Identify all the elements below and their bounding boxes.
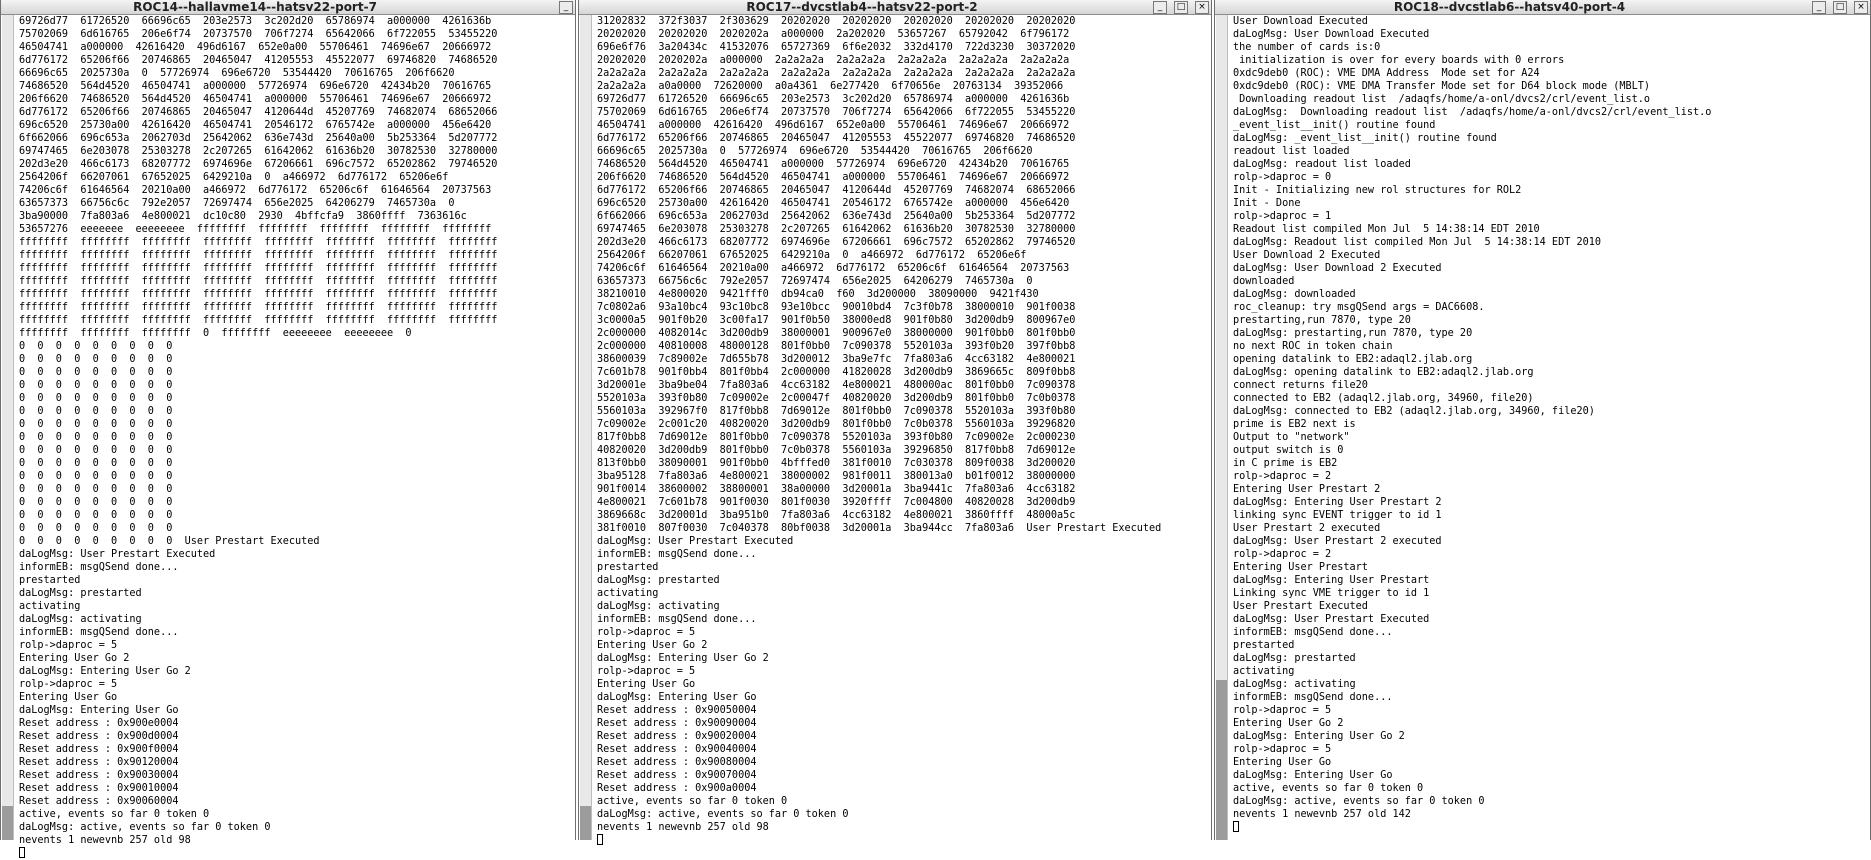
window-title: ROC17--dvcstlab4--hatsv22-port-2 — [746, 0, 978, 14]
window-title: ROC18--dvcstlab6--hatsv40-port-4 — [1393, 0, 1626, 14]
prompt-line[interactable] — [1233, 821, 1870, 834]
terminal-line: prestarted — [597, 562, 659, 573]
terminal-line: User Download 2 Executed — [1233, 250, 1381, 261]
terminal-line: 6d776172 65206f66 20746865 20465047 41205553 45522077 69746820 74686520 — [597, 133, 1076, 144]
terminal-line: daLogMsg: Readout list compiled Mon Jul 5 14:38:14 EDT 2010 — [1233, 237, 1602, 248]
prompt-line[interactable] — [597, 834, 1211, 847]
terminal-line: Reset address : 0x90060004 — [19, 796, 179, 807]
terminal-line: 2a2a2a2a a0a0000 72620000 a0a4361 6e277420 6f70656e 20763134 39352066 — [597, 81, 1064, 92]
terminal-line: 0 0 0 0 0 0 0 0 0 — [19, 354, 173, 365]
terminal-line: 0xdc9deb0 (ROC): VME DMA Transfer Mode set for D64 block mode (MBLT) — [1233, 81, 1651, 92]
terminal-line: 0 0 0 0 0 0 0 0 0 — [19, 458, 173, 469]
terminal-output[interactable] — [597, 15, 1211, 840]
terminal-line: 3c0000a5 901f0b20 3c00fa17 901f0b50 38000ed8 901f0b80 3d200db9 800967e0 — [597, 315, 1076, 326]
terminal-line: daLogMsg: User Download Executed — [1233, 29, 1430, 40]
terminal-line: 206f6620 74686520 564d4520 46504741 a000000 55706461 74696e67 20666972 — [19, 94, 492, 105]
terminal-line: ffffffff ffffffff ffffffff ffffffff ffffffff ffffffff ffffffff ffffffff — [19, 250, 498, 261]
terminal-line: 74686520 564d4520 46504741 a000000 57726974 696e6720 42434b20 70616765 — [597, 159, 1070, 170]
window-titlebar[interactable] — [1, 0, 575, 15]
terminal-line: 46504741 a000000 42616420 496d6167 652e0a00 55706461 74696e67 20666972 — [597, 120, 1070, 131]
terminal-line: 74686520 564d4520 46504741 a000000 57726974 696e6720 42434b20 70616765 — [19, 81, 492, 92]
terminal-line: daLogMsg: Entering User Go — [597, 692, 757, 703]
terminal-line: 69726d77 61726520 66696c65 203e2573 3c202d20 65786974 a000000 4261636b — [19, 16, 492, 27]
terminal-line: Reset address : 0x900d0004 — [19, 731, 179, 742]
terminal-line: 6d776172 65206f66 20746865 20465047 4120644d 45207769 74682074 68652066 — [597, 185, 1076, 196]
terminal-line: Entering User Go — [1233, 757, 1332, 768]
terminal-line: 3ba95128 7fa803a6 4e800021 38000002 981f0011 380013a0 b01f0012 38000000 — [597, 471, 1076, 482]
terminal-line: daLogMsg: active, events so far 0 token 0 — [1233, 796, 1485, 807]
terminal-line: daLogMsg: User Prestart 2 executed — [1233, 536, 1442, 547]
terminal-line: 38210010 4e800020 9421fff0 db94ca0 f60 3d200000 38090000 9421f430 — [597, 289, 1039, 300]
terminal-line: 3869668c 3d20001d 3ba951b0 7fa803a6 4cc63182 4e800021 3860ffff 48000a5c — [597, 510, 1076, 521]
terminal-line: Init - Done — [1233, 198, 1301, 209]
terminal-line: 3d20001e 3ba9be04 7fa803a6 4cc63182 4e800021 480000ac 801f0bb0 7c090378 — [597, 380, 1076, 391]
terminal-line: Init - Initializing new rol structures for ROL2 — [1233, 185, 1522, 196]
terminal-line: activating — [1233, 666, 1295, 677]
terminal-line: informEB: msgQSend done... — [1233, 692, 1393, 703]
terminal-line: 0xdc9deb0 (ROC): VME DMA Address Mode set for A24 — [1233, 68, 1540, 79]
terminal-line: output switch is 0 — [1233, 445, 1344, 456]
vertical-scrollbar[interactable] — [1216, 15, 1228, 840]
terminal-line: daLogMsg: Entering User Go 2 — [597, 653, 769, 664]
terminal-line: daLogMsg: User Download 2 Executed — [1233, 263, 1442, 274]
terminal-line: 0 0 0 0 0 0 0 0 0 — [19, 432, 173, 443]
scrollbar-thumb[interactable] — [580, 806, 591, 840]
terminal-line: no next ROC in token chain — [1233, 341, 1393, 352]
terminal-line: 2a2a2a2a 2a2a2a2a 2a2a2a2a 2a2a2a2a 2a2a2a2a 2a2a2a2a 2a2a2a2a 2a2a2a2a — [597, 68, 1076, 79]
terminal-line: 0 0 0 0 0 0 0 0 0 — [19, 523, 173, 534]
terminal-line: 40820020 3d200db9 801f0bb0 7c0b0378 5560103a 39296850 817f0bb8 7d69012e — [597, 445, 1076, 456]
terminal-line: User Prestart Executed — [1233, 601, 1368, 612]
terminal-line: 75702069 6d616765 206e6f74 20737570 706f7274 65642066 6f722055 53455220 — [597, 107, 1076, 118]
terminal-line: 0 0 0 0 0 0 0 0 0 — [19, 367, 173, 378]
cursor-icon — [19, 847, 25, 858]
terminal-line: 74206c6f 61646564 20210a00 a466972 6d776172 65206c6f 61646564 20737563 — [19, 185, 492, 196]
terminal-line: rolp->daproc = 5 — [19, 640, 118, 651]
terminal-line: 0 0 0 0 0 0 0 0 0 — [19, 393, 173, 404]
terminal-line: Entering User Prestart 2 — [1233, 484, 1381, 495]
terminal-line: opening datalink to EB2:adaql2.jlab.org — [1233, 354, 1473, 365]
vertical-scrollbar[interactable] — [2, 15, 14, 840]
terminal-line: daLogMsg: _event_list__init() routine found — [1233, 133, 1497, 144]
terminal-line: 7c601b78 901f0bb4 801f0bb4 2c000000 41820028 3d200db9 3869665c 809f0bb8 — [597, 367, 1076, 378]
terminal-line: daLogMsg: active, events so far 0 token 0 — [19, 822, 271, 833]
terminal-line: 6d776172 65206f66 20746865 20465047 4120644d 45207769 74682074 68652066 — [19, 107, 498, 118]
terminal-line: daLogMsg: prestarted — [1233, 653, 1356, 664]
terminal-line: 0 0 0 0 0 0 0 0 0 — [19, 510, 173, 521]
terminal-line: 0 0 0 0 0 0 0 0 0 — [19, 484, 173, 495]
terminal-line: rolp->daproc = 0 — [1233, 172, 1332, 183]
terminal-line: 69726d77 61726520 66696c65 203e2573 3c202d20 65786974 a000000 4261636b — [597, 94, 1070, 105]
terminal-line: 7c09002e 2c001c20 40820020 3d200db9 801f0bb0 7c0b0378 5560103a 39296820 — [597, 419, 1076, 430]
terminal-line: daLogMsg: User Prestart Executed — [19, 549, 216, 560]
terminal-line: 381f0010 807f0030 7c040378 80bf0038 3d20001a 3ba944cc 7fa803a6 User Prestart Executed — [597, 523, 1162, 534]
terminal-line: active, events so far 0 token 0 — [1233, 783, 1424, 794]
terminal-line: Reset address : 0x90030004 — [19, 770, 179, 781]
scrollbar-thumb[interactable] — [1216, 680, 1227, 840]
terminal-line: rolp->daproc = 1 — [1233, 211, 1332, 222]
terminal-line: daLogMsg: Entering User Go 2 — [19, 666, 191, 677]
maximize-icon[interactable]: □ — [1174, 1, 1188, 14]
terminal-line: rolp->daproc = 5 — [597, 627, 696, 638]
terminal-line: 0 0 0 0 0 0 0 0 0 — [19, 380, 173, 391]
terminal-line: daLogMsg: Entering User Go — [1233, 770, 1393, 781]
terminal-line: in C prime is EB2 — [1233, 458, 1338, 469]
terminal-line: 63657373 66756c6c 792e2057 72697474 656e2025 64206279 7465730a 0 — [19, 198, 455, 209]
terminal-line: prestarted — [1233, 640, 1295, 651]
terminal-line: Reset address : 0x90040004 — [597, 744, 757, 755]
terminal-line: 2c000000 40810008 48000128 801f0bb0 7c090378 5520103a 393f0b20 397f0bb8 — [597, 341, 1076, 352]
terminal-line: rolp->daproc = 2 — [1233, 549, 1332, 560]
terminal-line: nevents 1 newevnb 257 old 98 — [19, 835, 191, 846]
terminal-line: 696e6f76 3a20434c 41532076 65727369 6f6e2032 332d4170 722d3230 30372020 — [597, 42, 1076, 53]
terminal-line: rolp->daproc = 2 — [1233, 471, 1332, 482]
terminal-output[interactable] — [19, 15, 575, 846]
terminal-line: daLogMsg: active, events so far 0 token 0 — [597, 809, 849, 820]
prompt-line[interactable] — [19, 847, 575, 860]
terminal-line: active, events so far 0 token 0 — [597, 796, 788, 807]
terminal-line: 53657276 eeeeeee eeeeeeee ffffffff ffffffff ffffffff ffffffff ffffffff — [19, 224, 492, 235]
terminal-line: roc_cleanup: try msgQSend args = DAC6608. — [1233, 302, 1485, 313]
terminal-line: 0 0 0 0 0 0 0 0 0 — [19, 497, 173, 508]
maximize-icon[interactable]: □ — [1833, 1, 1847, 14]
terminal-output[interactable] — [1233, 15, 1870, 840]
terminal-line: User Download Executed — [1233, 16, 1368, 27]
terminal-line: Reset address : 0x90010004 — [19, 783, 179, 794]
terminal-line: 31202832 372f3037 2f303629 20202020 20202020 20202020 20202020 20202020 — [597, 16, 1076, 27]
terminal-line: daLogMsg: activating — [19, 614, 142, 625]
terminal-line: 2564206f 66207061 67652025 6429210a 0 a466972 6d776172 65206e6f — [19, 172, 449, 183]
terminal-line: 6d776172 65206f66 20746865 20465047 41205553 45522077 69746820 74686520 — [19, 55, 498, 66]
terminal-line: Entering User Go — [19, 692, 118, 703]
terminal-line: connect returns file20 — [1233, 380, 1368, 391]
terminal-line: Output to "network" — [1233, 432, 1350, 443]
terminal-line: Reset address : 0x90070004 — [597, 770, 757, 781]
terminal-line: prime is EB2 next is — [1233, 419, 1356, 430]
terminal-line: 69747465 6e203078 25303278 2c207265 61642062 61636b20 30782530 32780000 — [19, 146, 498, 157]
terminal-line: 4e800021 7c601b78 901f0030 801f0030 3920ffff 7c004800 40820028 3d200db9 — [597, 497, 1076, 508]
terminal-line: Linking sync VME trigger to id 1 — [1233, 588, 1430, 599]
terminal-line: daLogMsg: activating — [1233, 679, 1356, 690]
terminal-line: 696c6520 25730a00 42616420 46504741 20546172 6765742e a000000 456e6420 — [19, 120, 492, 131]
terminal-line: daLogMsg: Entering User Prestart 2 — [1233, 497, 1442, 508]
terminal-line: Reset address : 0x900a0004 — [597, 783, 757, 794]
terminal-line: daLogMsg: User Prestart Executed — [597, 536, 794, 547]
terminal-line: 0 0 0 0 0 0 0 0 0 — [19, 445, 173, 456]
window-titlebar[interactable] — [1215, 0, 1870, 15]
terminal-line: 202d3e20 466c6173 68207772 6974696e 67206661 696c7572 65202862 79746520 — [19, 159, 498, 170]
cursor-icon — [1233, 821, 1239, 832]
scrollbar-thumb[interactable] — [2, 806, 13, 840]
terminal-line: Entering User Go 2 — [19, 653, 130, 664]
terminal-line: daLogMsg: prestarting,run 7870, type 20 — [1233, 328, 1473, 339]
terminal-line: 0 0 0 0 0 0 0 0 0 — [19, 341, 173, 352]
terminal-line: ffffffff ffffffff ffffffff ffffffff ffffffff ffffffff ffffffff ffffffff — [19, 315, 498, 326]
terminal-line: 5560103a 392967f0 817f0bb8 7d69012e 801f0bb0 7c090378 5520103a 393f0b80 — [597, 406, 1076, 417]
terminal-line: Reset address : 0x900f0004 — [19, 744, 179, 755]
terminal-line: Readout list compiled Mon Jul 5 14:38:14 EDT 2010 — [1233, 224, 1540, 235]
terminal-line: informEB: msgQSend done... — [19, 627, 179, 638]
terminal-line: prestarted — [19, 575, 81, 586]
terminal-line: Reset address : 0x90080004 — [597, 757, 757, 768]
terminal-line: 66696c65 2025730a 0 57726974 696e6720 53544420 70616765 206f6620 — [19, 68, 455, 79]
terminal-line: daLogMsg: Entering User Go 2 — [1233, 731, 1405, 742]
terminal-line: 6f662066 696c653a 2062703d 25642062 636e743d 25640a00 5b253364 5d207772 — [19, 133, 498, 144]
minimize-icon[interactable]: _ — [559, 1, 573, 14]
terminal-line: 74206c6f 61646564 20210a00 a466972 6d776172 65206c6f 61646564 20737563 — [597, 263, 1070, 274]
window-title: ROC14--hallavme14--hatsv22-port-7 — [133, 0, 377, 14]
terminal-line: ffffffff ffffffff ffffffff ffffffff ffffffff ffffffff ffffffff ffffffff — [19, 289, 498, 300]
terminal-line: informEB: msgQSend done... — [597, 549, 757, 560]
terminal-line: rolp->daproc = 5 — [1233, 744, 1332, 755]
terminal-line: nevents 1 newevnb 257 old 98 — [597, 822, 769, 833]
terminal-line: 2564206f 66207061 67652025 6429210a 0 a466972 6d776172 65206e6f — [597, 250, 1027, 261]
terminal-line: Reset address : 0x900e0004 — [19, 718, 179, 729]
terminal-line: daLogMsg: Downloading readout list /adaqfs/home/a-onl/dvcs2/crl/event_list.o — [1233, 107, 1712, 118]
terminal-line: daLogMsg: downloaded — [1233, 289, 1356, 300]
terminal-line: 0 0 0 0 0 0 0 0 0 — [19, 406, 173, 417]
terminal-line: Reset address : 0x90120004 — [19, 757, 179, 768]
terminal-line: 817f0bb8 7d69012e 801f0bb0 7c090378 5520103a 393f0b80 7c09002e 2c000230 — [597, 432, 1076, 443]
terminal-line: daLogMsg: opening datalink to EB2:adaql2.jlab.org — [1233, 367, 1534, 378]
terminal-line: 20202020 2020202a a000000 2a2a2a2a 2a2a2a2a 2a2a2a2a 2a2a2a2a 2a2a2a2a — [597, 55, 1070, 66]
terminal-line: 3ba90000 7fa803a6 4e800021 dc10c80 2930 4bffcfa9 3860ffff 7363616c — [19, 211, 467, 222]
terminal-line: connected to EB2 (adaql2.jlab.org, 34960, file20) — [1233, 393, 1534, 404]
terminal-line: 0 0 0 0 0 0 0 0 0 — [19, 471, 173, 482]
vertical-scrollbar[interactable] — [580, 15, 592, 840]
terminal-line: daLogMsg: Entering User Go — [19, 705, 179, 716]
terminal-line: 6f662066 696c653a 2062703d 25642062 636e743d 25640a00 5b253364 5d207772 — [597, 211, 1076, 222]
terminal-line: 7c0802a6 93a10bc4 93c10bc8 93e10bcc 90010bd4 7c3f0b78 38000010 901f0038 — [597, 302, 1076, 313]
terminal-window-roc14[interactable] — [0, 0, 576, 846]
terminal-window-roc18[interactable] — [1214, 0, 1871, 840]
terminal-line: Reset address : 0x90050004 — [597, 705, 757, 716]
terminal-line: daLogMsg: User Prestart Executed — [1233, 614, 1430, 625]
terminal-line: linking sync EVENT trigger to id 1 — [1233, 510, 1442, 521]
window-titlebar[interactable] — [579, 0, 1211, 15]
terminal-line: informEB: msgQSend done... — [1233, 627, 1393, 638]
terminal-line: 20202020 20202020 2020202a a000000 2a202020 53657267 65792042 6f796172 — [597, 29, 1070, 40]
terminal-line: 901f0014 38600002 38800001 38a00000 3d20001a 3ba9441c 7fa803a6 4cc63182 — [597, 484, 1076, 495]
terminal-line: daLogMsg: activating — [597, 601, 720, 612]
terminal-line: Entering User Go — [597, 679, 696, 690]
terminal-line: 2c000000 4082014c 3d200db9 38000001 900967e0 38000000 901f0bb0 801f0bb0 — [597, 328, 1076, 339]
terminal-line: informEB: msgQSend done... — [597, 614, 757, 625]
terminal-line: informEB: msgQSend done... — [19, 562, 179, 573]
terminal-line: readout list loaded — [1233, 146, 1350, 157]
terminal-line: rolp->daproc = 5 — [19, 679, 118, 690]
cursor-icon — [597, 834, 603, 845]
terminal-line: activating — [597, 588, 659, 599]
terminal-line: Entering User Go 2 — [1233, 718, 1344, 729]
terminal-line: _event_list__init() routine found — [1233, 120, 1436, 131]
terminal-line: 75702069 6d616765 206e6f74 20737570 706f7274 65642066 6f722055 53455220 — [19, 29, 498, 40]
terminal-line: ffffffff ffffffff ffffffff 0 ffffffff eeeeeeee eeeeeeee 0 — [19, 328, 412, 339]
terminal-line: daLogMsg: connected to EB2 (adaql2.jlab.org, 34960, file20) — [1233, 406, 1595, 417]
terminal-line: Reset address : 0x90020004 — [597, 731, 757, 742]
terminal-line: 206f6620 74686520 564d4520 46504741 a000000 55706461 74696e67 20666972 — [597, 172, 1070, 183]
terminal-line: Entering User Go 2 — [597, 640, 708, 651]
terminal-line: daLogMsg: prestarted — [597, 575, 720, 586]
close-icon[interactable]: × — [1195, 1, 1209, 14]
terminal-line: Downloading readout list /adaqfs/home/a-onl/dvcs2/crl/event_list.o — [1233, 94, 1651, 105]
terminal-line: daLogMsg: readout list loaded — [1233, 159, 1411, 170]
terminal-line: prestarting,run 7870, type 20 — [1233, 315, 1411, 326]
terminal-line: ffffffff ffffffff ffffffff ffffffff ffffffff ffffffff ffffffff ffffffff — [19, 302, 498, 313]
terminal-line: 38600039 7c89002e 7d655b78 3d200012 3ba9e7fc 7fa803a6 4cc63182 4e800021 — [597, 354, 1076, 365]
terminal-line: Reset address : 0x90090004 — [597, 718, 757, 729]
terminal-line: rolp->daproc = 5 — [597, 666, 696, 677]
terminal-line: rolp->daproc = 5 — [1233, 705, 1332, 716]
terminal-line: 813f0bb0 38090001 901f0bb0 4bfffed0 381f0010 7c030378 809f0038 3d200020 — [597, 458, 1076, 469]
minimize-icon[interactable]: _ — [1153, 1, 1167, 14]
terminal-line: 5520103a 393f0b80 7c09002e 2c00047f 40820020 3d200db9 801f0bb0 7c0b0378 — [597, 393, 1076, 404]
terminal-line: Entering User Prestart — [1233, 562, 1368, 573]
terminal-line: ffffffff ffffffff ffffffff ffffffff ffffffff ffffffff ffffffff ffffffff — [19, 276, 498, 287]
terminal-line: 46504741 a000000 42616420 496d6167 652e0a00 55706461 74696e67 20666972 — [19, 42, 492, 53]
close-icon[interactable]: × — [1854, 1, 1868, 14]
terminal-window-roc17[interactable] — [578, 0, 1212, 840]
terminal-line: 66696c65 2025730a 0 57726974 696e6720 53544420 70616765 206f6620 — [597, 146, 1033, 157]
terminal-line: daLogMsg: prestarted — [19, 588, 142, 599]
terminal-line: 63657373 66756c6c 792e2057 72697474 656e2025 64206279 7465730a 0 — [597, 276, 1033, 287]
terminal-line: activating — [19, 601, 81, 612]
terminal-line: initialization is over for every boards with 0 errors — [1233, 55, 1565, 66]
terminal-line: User Prestart 2 executed — [1233, 523, 1381, 534]
terminal-line: 696c6520 25730a00 42616420 46504741 20546172 6765742e a000000 456e6420 — [597, 198, 1070, 209]
terminal-line: nevents 1 newevnb 257 old 142 — [1233, 809, 1411, 820]
terminal-line: the number of cards is:0 — [1233, 42, 1381, 53]
terminal-line: 69747465 6e203078 25303278 2c207265 61642062 61636b20 30782530 32780000 — [597, 224, 1076, 235]
terminal-line: active, events so far 0 token 0 — [19, 809, 210, 820]
terminal-line: downloaded — [1233, 276, 1295, 287]
terminal-line: 0 0 0 0 0 0 0 0 0 User Prestart Executed — [19, 536, 320, 547]
terminal-line: 202d3e20 466c6173 68207772 6974696e 67206661 696c7572 65202862 79746520 — [597, 237, 1076, 248]
terminal-line: 0 0 0 0 0 0 0 0 0 — [19, 419, 173, 430]
minimize-icon[interactable]: _ — [1812, 1, 1826, 14]
terminal-line: ffffffff ffffffff ffffffff ffffffff ffffffff ffffffff ffffffff ffffffff — [19, 263, 498, 274]
terminal-line: daLogMsg: Entering User Prestart — [1233, 575, 1430, 586]
terminal-line: ffffffff ffffffff ffffffff ffffffff ffffffff ffffffff ffffffff ffffffff — [19, 237, 498, 248]
